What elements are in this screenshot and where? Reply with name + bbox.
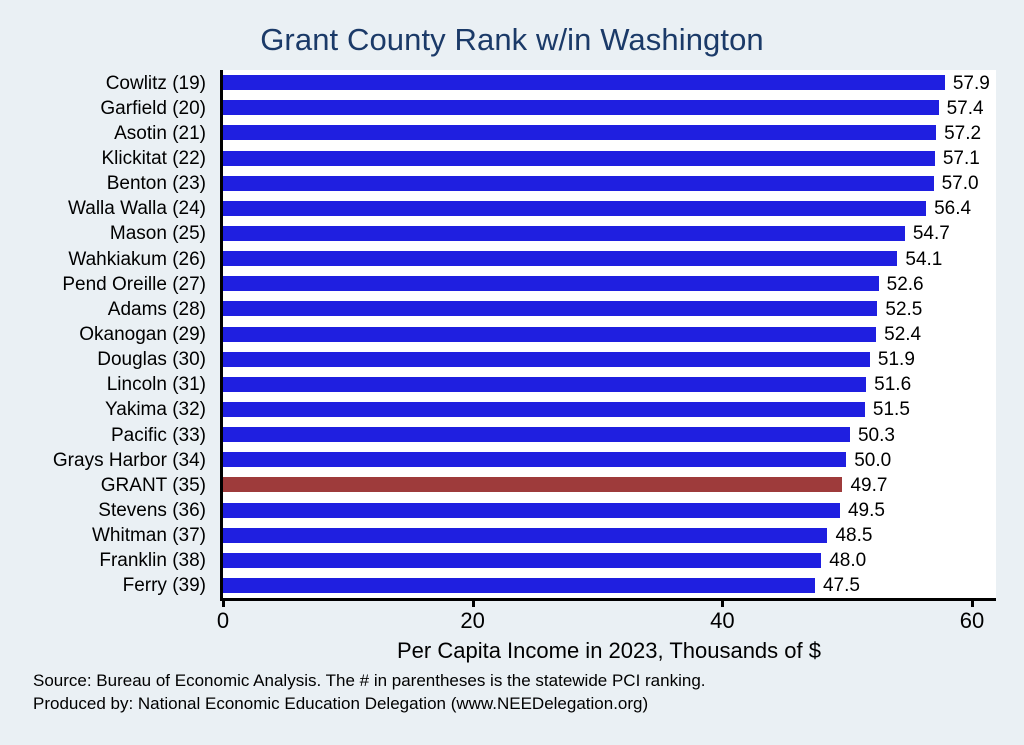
y-axis-label: Pend Oreille (27) bbox=[62, 273, 206, 295]
x-tick-label: 60 bbox=[959, 608, 985, 633]
y-axis-label: Pacific (33) bbox=[110, 424, 206, 446]
bar-value-label: 52.6 bbox=[886, 273, 924, 295]
y-axis-label: GRANT (35) bbox=[100, 474, 206, 496]
bar bbox=[222, 427, 850, 442]
bar bbox=[222, 402, 865, 417]
bar-value-label: 51.6 bbox=[874, 374, 912, 396]
y-axis-label: Ferry (39) bbox=[122, 575, 206, 597]
footnotes bbox=[33, 670, 706, 716]
y-axis-label: Lincoln (31) bbox=[106, 374, 206, 396]
bar-value-label: 57.9 bbox=[952, 72, 990, 94]
bar-value-label: 48.0 bbox=[829, 550, 867, 572]
y-axis-label: Klickitat (22) bbox=[101, 148, 206, 169]
bar-value-label: 48.5 bbox=[835, 525, 873, 547]
x-tick-label: 40 bbox=[710, 608, 735, 633]
bar-value-label: 49.5 bbox=[847, 500, 885, 521]
bar bbox=[222, 276, 879, 291]
bar bbox=[222, 226, 905, 241]
bar-value-label: 56.4 bbox=[934, 198, 972, 220]
x-tick bbox=[472, 598, 475, 607]
bar bbox=[222, 452, 846, 467]
bar-value-label: 50.0 bbox=[854, 449, 892, 471]
bar bbox=[222, 503, 840, 518]
x-tick bbox=[222, 598, 225, 607]
y-axis-label: Cowlitz (19) bbox=[105, 72, 206, 94]
y-axis-label: Mason (25) bbox=[109, 223, 206, 245]
y-axis-label: Asotin (21) bbox=[114, 122, 206, 144]
footnote-producer: Produced by: National Economic Education Delegation (www.NEEDelegation.org) bbox=[33, 693, 649, 713]
y-axis-label: Grays Harbor (34) bbox=[52, 449, 206, 471]
chart-title: Grant County Rank w/in Washington bbox=[260, 22, 764, 57]
bar-value-label: 57.0 bbox=[941, 173, 979, 195]
bar-value-label: 57.1 bbox=[942, 148, 980, 169]
y-axis-label: Yakima (32) bbox=[104, 399, 206, 421]
y-axis-label: Adams (28) bbox=[107, 298, 206, 320]
bar bbox=[222, 352, 870, 367]
x-tick bbox=[721, 598, 724, 607]
bar bbox=[222, 553, 821, 568]
bar bbox=[222, 176, 934, 191]
bar bbox=[222, 125, 936, 140]
bar-value-label: 57.4 bbox=[946, 97, 984, 119]
bar-value-label: 51.5 bbox=[872, 399, 910, 421]
bar bbox=[222, 251, 897, 266]
bar bbox=[222, 528, 827, 543]
footnote-source: Source: Bureau of Economic Analysis. The # in parentheses is the statewide PCI ranking. bbox=[33, 671, 706, 690]
bar bbox=[222, 75, 945, 90]
y-axis-category-labels bbox=[0, 70, 214, 598]
bar bbox=[222, 100, 939, 115]
y-axis-label: Garfield (20) bbox=[100, 97, 206, 119]
y-axis-label: Wahkiakum (26) bbox=[68, 248, 206, 270]
bar bbox=[222, 377, 866, 392]
bar bbox=[222, 327, 876, 342]
y-axis-label: Douglas (30) bbox=[97, 349, 206, 371]
y-axis-label: Walla Walla (24) bbox=[68, 198, 206, 220]
bar-value-label: 47.5 bbox=[822, 575, 860, 597]
bar-value-label: 52.5 bbox=[885, 298, 923, 320]
bar-value-label: 52.4 bbox=[884, 324, 922, 345]
bars-layer bbox=[222, 70, 996, 598]
y-axis-label: Franklin (38) bbox=[99, 550, 206, 572]
y-axis-label: Benton (23) bbox=[106, 173, 206, 195]
bar bbox=[222, 201, 926, 216]
bar-value-label: 50.3 bbox=[857, 424, 895, 446]
y-axis-label: Stevens (36) bbox=[98, 500, 206, 521]
bar bbox=[222, 477, 842, 492]
x-tick-label: 20 bbox=[460, 608, 485, 633]
y-axis-label: Whitman (37) bbox=[91, 525, 206, 547]
y-axis-line bbox=[220, 70, 223, 601]
bar-value-label: 49.7 bbox=[850, 474, 888, 496]
bar-value-label: 54.7 bbox=[912, 223, 950, 245]
bar-value-label: 57.2 bbox=[944, 122, 982, 144]
y-axis-label: Okanogan (29) bbox=[79, 324, 206, 345]
x-tick bbox=[971, 598, 974, 607]
bar bbox=[222, 578, 815, 593]
bar-value-label: 51.9 bbox=[877, 349, 915, 371]
bar bbox=[222, 301, 877, 316]
x-tick-label: 0 bbox=[216, 608, 230, 633]
x-axis-title: Per Capita Income in 2023, Thousands of $ bbox=[397, 638, 821, 663]
bar-value-label: 54.1 bbox=[905, 248, 943, 270]
x-axis-line bbox=[222, 598, 996, 601]
bar bbox=[222, 151, 935, 166]
